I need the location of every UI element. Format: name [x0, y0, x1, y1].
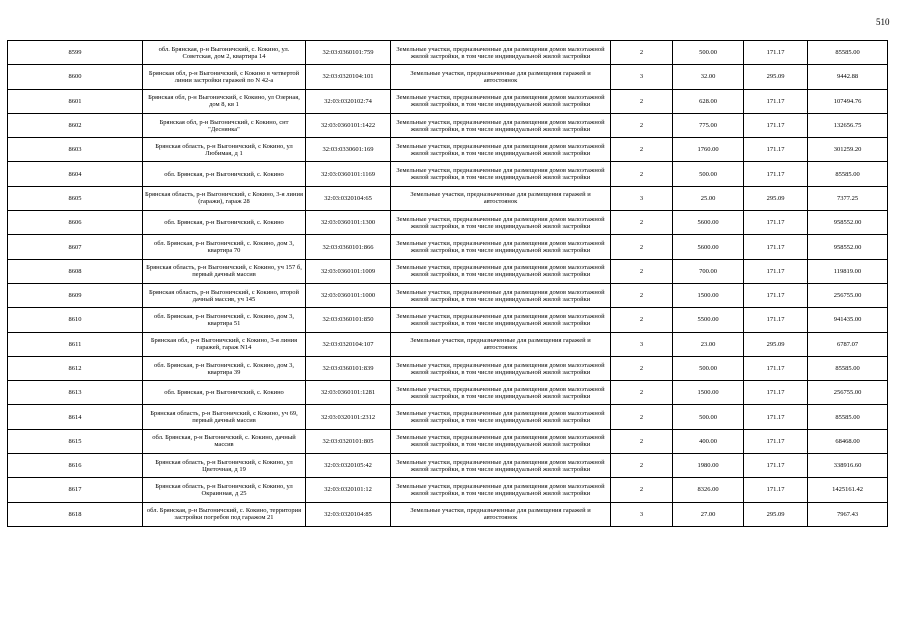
- area-cell: 400.00: [673, 429, 744, 453]
- cadastral-number-cell: 32:03:0320102:74: [306, 89, 391, 113]
- group-cell: 2: [611, 381, 673, 405]
- area-cell: 500.00: [673, 162, 744, 186]
- cadastral-value-cell: 958552.00: [808, 235, 888, 259]
- group-cell: 2: [611, 356, 673, 380]
- permitted-use-cell: Земельные участки, предназначенные для размещения домов малоэтажной жилой застройки, в том числе индивидуальной жилой застройки: [391, 113, 611, 137]
- specific-value-cell: 171.17: [744, 478, 808, 502]
- specific-value-cell: 295.09: [744, 186, 808, 210]
- address-cell: Брянская обл, р-н Выгоничский, с Кокино, 3-я линия гаражей, гараж N14: [143, 332, 306, 356]
- specific-value-cell: 171.17: [744, 235, 808, 259]
- address-cell: Брянская обл, р-н Выгоничский, с Кокино, ул Озерная, дом 8, кв 1: [143, 89, 306, 113]
- row-number-cell: 8616: [8, 454, 143, 478]
- permitted-use-cell: Земельные участки, предназначенные для размещения домов малоэтажной жилой застройки, в том числе индивидуальной жилой застройки: [391, 41, 611, 65]
- cadastral-value-cell: 7967.43: [808, 502, 888, 526]
- permitted-use-cell: Земельные участки, предназначенные для размещения гаражей и автостоянок: [391, 65, 611, 89]
- table-row: [8, 113, 888, 137]
- group-cell: 3: [611, 502, 673, 526]
- specific-value-cell: 295.09: [744, 65, 808, 89]
- cadastral-value-cell: 958552.00: [808, 211, 888, 235]
- table-body: [8, 41, 888, 527]
- area-cell: 500.00: [673, 356, 744, 380]
- row-number-cell: 8614: [8, 405, 143, 429]
- cadastral-value-cell: 85585.00: [808, 162, 888, 186]
- cadastral-number-cell: 32:03:0360101:1000: [306, 283, 391, 307]
- cadastral-value-cell: 132656.75: [808, 113, 888, 137]
- table-row: [8, 381, 888, 405]
- cadastral-number-cell: 32:03:0320101:12: [306, 478, 391, 502]
- table-row: [8, 65, 888, 89]
- permitted-use-cell: Земельные участки, предназначенные для размещения домов малоэтажной жилой застройки, в том числе индивидуальной жилой застройки: [391, 381, 611, 405]
- cadastral-number-cell: 32:03:0320105:42: [306, 454, 391, 478]
- address-cell: Брянская область, р-н Выгоничский, с Кокино, уч 69, первый дачный массив: [143, 405, 306, 429]
- area-cell: 1500.00: [673, 283, 744, 307]
- group-cell: 3: [611, 65, 673, 89]
- address-cell: обл. Брянская, р-н Выгоничский, с. Кокино: [143, 381, 306, 405]
- table-row: [8, 308, 888, 332]
- group-cell: 2: [611, 138, 673, 162]
- specific-value-cell: 171.17: [744, 259, 808, 283]
- specific-value-cell: 171.17: [744, 405, 808, 429]
- cadastral-number-cell: 32:03:0360101:866: [306, 235, 391, 259]
- group-cell: 3: [611, 186, 673, 210]
- area-cell: 5500.00: [673, 308, 744, 332]
- cadastral-number-cell: 32:03:0320101:2312: [306, 405, 391, 429]
- area-cell: 1500.00: [673, 381, 744, 405]
- address-cell: обл. Брянская, р-н Выгоничский, с. Кокино, ул. Советская, дом 2, квартира 14: [143, 41, 306, 65]
- area-cell: 628.00: [673, 89, 744, 113]
- cadastral-number-cell: 32:03:0320104:65: [306, 186, 391, 210]
- group-cell: 2: [611, 89, 673, 113]
- table-row: [8, 454, 888, 478]
- table-row: [8, 235, 888, 259]
- area-cell: 775.00: [673, 113, 744, 137]
- row-number-cell: 8601: [8, 89, 143, 113]
- area-cell: 500.00: [673, 405, 744, 429]
- cadastral-value-cell: 7377.25: [808, 186, 888, 210]
- area-cell: 1980.00: [673, 454, 744, 478]
- specific-value-cell: 171.17: [744, 41, 808, 65]
- area-cell: 23.00: [673, 332, 744, 356]
- table-row: [8, 259, 888, 283]
- cadastral-number-cell: 32:03:0360101:1009: [306, 259, 391, 283]
- permitted-use-cell: Земельные участки, предназначенные для размещения домов малоэтажной жилой застройки, в том числе индивидуальной жилой застройки: [391, 429, 611, 453]
- permitted-use-cell: Земельные участки, предназначенные для размещения домов малоэтажной жилой застройки, в том числе индивидуальной жилой застройки: [391, 478, 611, 502]
- cadastral-number-cell: 32:03:0360101:759: [306, 41, 391, 65]
- table-row: [8, 41, 888, 65]
- cadastral-number-cell: 32:03:0360101:850: [306, 308, 391, 332]
- permitted-use-cell: Земельные участки, предназначенные для размещения домов малоэтажной жилой застройки, в том числе индивидуальной жилой застройки: [391, 259, 611, 283]
- area-cell: 5600.00: [673, 235, 744, 259]
- group-cell: 2: [611, 429, 673, 453]
- address-cell: Брянская область, р-н Выгоничский, с Кокино, второй дачный массив, уч 145: [143, 283, 306, 307]
- cadastral-value-cell: 301259.20: [808, 138, 888, 162]
- area-cell: 1760.00: [673, 138, 744, 162]
- address-cell: обл. Брянская, р-н Выгоничский, с. Кокино, дом 3, квартира 70: [143, 235, 306, 259]
- permitted-use-cell: Земельные участки, предназначенные для размещения домов малоэтажной жилой застройки, в том числе индивидуальной жилой застройки: [391, 162, 611, 186]
- cadastral-value-cell: 119819.00: [808, 259, 888, 283]
- permitted-use-cell: Земельные участки, предназначенные для размещения гаражей и автостоянок: [391, 186, 611, 210]
- cadastral-number-cell: 32:03:0360101:1281: [306, 381, 391, 405]
- table-row: [8, 429, 888, 453]
- specific-value-cell: 171.17: [744, 381, 808, 405]
- cadastral-value-cell: 85585.00: [808, 405, 888, 429]
- group-cell: 2: [611, 283, 673, 307]
- table-row: [8, 138, 888, 162]
- permitted-use-cell: Земельные участки, предназначенные для размещения домов малоэтажной жилой застройки, в том числе индивидуальной жилой застройки: [391, 211, 611, 235]
- cadastral-number-cell: 32:03:0330601:169: [306, 138, 391, 162]
- cadastral-value-cell: 338916.60: [808, 454, 888, 478]
- row-number-cell: 8605: [8, 186, 143, 210]
- address-cell: Брянская обл, р-н Выгоничский, с Кокино в четвертой линии застройки гаражей по N 42-а: [143, 65, 306, 89]
- permitted-use-cell: Земельные участки, предназначенные для размещения гаражей и автостоянок: [391, 332, 611, 356]
- row-number-cell: 8599: [8, 41, 143, 65]
- specific-value-cell: 171.17: [744, 308, 808, 332]
- cadastral-number-cell: 32:03:0320104:101: [306, 65, 391, 89]
- address-cell: Брянская область, р-н Выгоничский, с Кокино, 3-я линия (гаражи), гараж 28: [143, 186, 306, 210]
- row-number-cell: 8610: [8, 308, 143, 332]
- area-cell: 25.00: [673, 186, 744, 210]
- specific-value-cell: 171.17: [744, 89, 808, 113]
- permitted-use-cell: Земельные участки, предназначенные для размещения домов малоэтажной жилой застройки, в том числе индивидуальной жилой застройки: [391, 138, 611, 162]
- row-number-cell: 8603: [8, 138, 143, 162]
- specific-value-cell: 171.17: [744, 113, 808, 137]
- group-cell: 2: [611, 235, 673, 259]
- cadastral-number-cell: 32:03:0320104:107: [306, 332, 391, 356]
- address-cell: обл. Брянская, р-н Выгоничский, с. Кокино, дом 3, квартира 39: [143, 356, 306, 380]
- table-row: [8, 89, 888, 113]
- cadastral-value-cell: 256755.00: [808, 283, 888, 307]
- specific-value-cell: 171.17: [744, 454, 808, 478]
- cadastral-value-cell: 85585.00: [808, 41, 888, 65]
- row-number-cell: 8613: [8, 381, 143, 405]
- row-number-cell: 8602: [8, 113, 143, 137]
- address-cell: обл. Брянская, р-н Выгоничский, с. Кокино, дом 3, квартира 51: [143, 308, 306, 332]
- address-cell: Брянская обл, р-н Выгоничский, с Кокино, снт "Деснянка": [143, 113, 306, 137]
- specific-value-cell: 295.09: [744, 332, 808, 356]
- cadastral-number-cell: 32:03:0360101:1422: [306, 113, 391, 137]
- address-cell: обл. Брянская, р-н Выгоничский, с. Кокино: [143, 211, 306, 235]
- cadastral-value-cell: 941435.00: [808, 308, 888, 332]
- row-number-cell: 8600: [8, 65, 143, 89]
- row-number-cell: 8607: [8, 235, 143, 259]
- table-row: [8, 502, 888, 526]
- table-row: [8, 162, 888, 186]
- row-number-cell: 8604: [8, 162, 143, 186]
- group-cell: 2: [611, 113, 673, 137]
- area-cell: 32.00: [673, 65, 744, 89]
- table-row: [8, 478, 888, 502]
- group-cell: 2: [611, 162, 673, 186]
- area-cell: 27.00: [673, 502, 744, 526]
- row-number-cell: 8618: [8, 502, 143, 526]
- specific-value-cell: 171.17: [744, 283, 808, 307]
- row-number-cell: 8608: [8, 259, 143, 283]
- row-number-cell: 8611: [8, 332, 143, 356]
- permitted-use-cell: Земельные участки, предназначенные для размещения домов малоэтажной жилой застройки, в том числе индивидуальной жилой застройки: [391, 356, 611, 380]
- cadastral-value-cell: 1425161.42: [808, 478, 888, 502]
- group-cell: 2: [611, 211, 673, 235]
- cadastral-value-table: [7, 40, 888, 527]
- permitted-use-cell: Земельные участки, предназначенные для размещения домов малоэтажной жилой застройки, в том числе индивидуальной жилой застройки: [391, 89, 611, 113]
- row-number-cell: 8617: [8, 478, 143, 502]
- area-cell: 500.00: [673, 41, 744, 65]
- permitted-use-cell: Земельные участки, предназначенные для размещения домов малоэтажной жилой застройки, в том числе индивидуальной жилой застройки: [391, 454, 611, 478]
- specific-value-cell: 171.17: [744, 138, 808, 162]
- cadastral-value-cell: 256755.00: [808, 381, 888, 405]
- cadastral-number-cell: 32:03:0360101:1169: [306, 162, 391, 186]
- table-row: [8, 186, 888, 210]
- table-row: [8, 356, 888, 380]
- cadastral-number-cell: 32:03:0320104:85: [306, 502, 391, 526]
- row-number-cell: 8606: [8, 211, 143, 235]
- cadastral-value-cell: 68468.00: [808, 429, 888, 453]
- specific-value-cell: 171.17: [744, 162, 808, 186]
- cadastral-value-cell: 85585.00: [808, 356, 888, 380]
- address-cell: Брянская область, р-н Выгоничский, с Кокино, ул Окраинная, д 25: [143, 478, 306, 502]
- address-cell: Брянская область, р-н Выгоничский, с Кокино, ул Цветочная, д 19: [143, 454, 306, 478]
- group-cell: 2: [611, 454, 673, 478]
- row-number-cell: 8615: [8, 429, 143, 453]
- cadastral-number-cell: 32:03:0360101:839: [306, 356, 391, 380]
- table-row: [8, 332, 888, 356]
- cadastral-value-cell: 107494.76: [808, 89, 888, 113]
- address-cell: обл. Брянская, р-н Выгоничский, с. Кокино: [143, 162, 306, 186]
- group-cell: 2: [611, 478, 673, 502]
- cadastral-value-cell: 9442.88: [808, 65, 888, 89]
- table-row: [8, 211, 888, 235]
- specific-value-cell: 171.17: [744, 429, 808, 453]
- area-cell: 5600.00: [673, 211, 744, 235]
- group-cell: 3: [611, 332, 673, 356]
- area-cell: 8326.00: [673, 478, 744, 502]
- row-number-cell: 8609: [8, 283, 143, 307]
- group-cell: 2: [611, 259, 673, 283]
- address-cell: обл. Брянская, р-н Выгоничский, с. Кокино, территория застройки погребов под гаражом 21: [143, 502, 306, 526]
- group-cell: 2: [611, 41, 673, 65]
- address-cell: обл. Брянская, р-н Выгоничский, с. Кокино, дачный массив: [143, 429, 306, 453]
- permitted-use-cell: Земельные участки, предназначенные для размещения домов малоэтажной жилой застройки, в том числе индивидуальной жилой застройки: [391, 283, 611, 307]
- address-cell: Брянская область, р-н Выгоничский, с Кокино, уч 157 б, первый дачный массив: [143, 259, 306, 283]
- specific-value-cell: 171.17: [744, 211, 808, 235]
- row-number-cell: 8612: [8, 356, 143, 380]
- permitted-use-cell: Земельные участки, предназначенные для размещения домов малоэтажной жилой застройки, в том числе индивидуальной жилой застройки: [391, 405, 611, 429]
- cadastral-number-cell: 32:03:0320101:805: [306, 429, 391, 453]
- page-number: 510: [876, 17, 890, 27]
- permitted-use-cell: Земельные участки, предназначенные для размещения домов малоэтажной жилой застройки, в том числе индивидуальной жилой застройки: [391, 235, 611, 259]
- specific-value-cell: 295.09: [744, 502, 808, 526]
- specific-value-cell: 171.17: [744, 356, 808, 380]
- table-row: [8, 283, 888, 307]
- permitted-use-cell: Земельные участки, предназначенные для размещения домов малоэтажной жилой застройки, в том числе индивидуальной жилой застройки: [391, 308, 611, 332]
- address-cell: Брянская область, р-н Выгоничский, с Кокино, ул Любимая, д 1: [143, 138, 306, 162]
- cadastral-value-cell: 6787.07: [808, 332, 888, 356]
- permitted-use-cell: Земельные участки, предназначенные для размещения гаражей и автостоянок: [391, 502, 611, 526]
- group-cell: 2: [611, 405, 673, 429]
- table-row: [8, 405, 888, 429]
- area-cell: 700.00: [673, 259, 744, 283]
- cadastral-number-cell: 32:03:0360101:1300: [306, 211, 391, 235]
- group-cell: 2: [611, 308, 673, 332]
